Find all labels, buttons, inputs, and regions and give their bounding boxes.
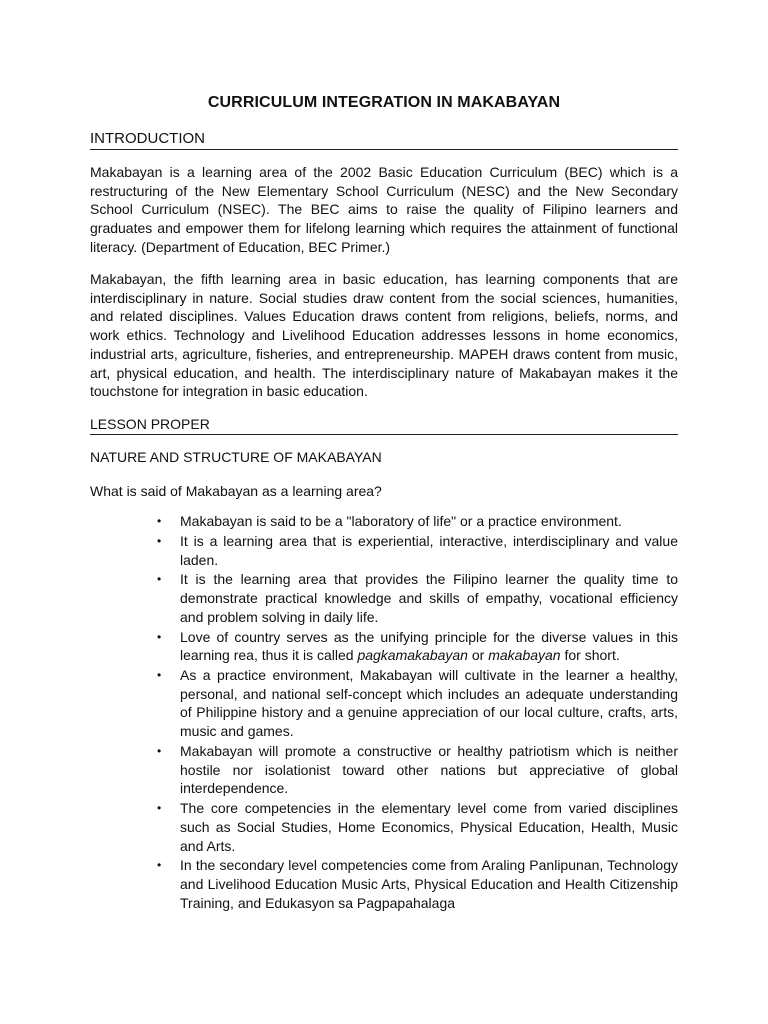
bullet-emphasis: makabayan [488,647,561,664]
list-item [157,742,678,798]
bullet-text: The core competencies in the elementary level come from varied disciplines such as Social Studies, Home Economics, Physical Education, Health, Music and Arts. [180,800,678,854]
document-title: CURRICULUM INTEGRATION IN MAKABAYAN [207,94,561,111]
bullet-text: Makabayan will promote a constructive or healthy patriotism which is neither hostile nor isolationist toward other nations but appreciative of global interdependence. [180,742,678,797]
bullet-text-part: Love of country serves as the unifying principle for the diverse values in this learning rea, thus it is called [180,628,678,664]
list-item [157,666,678,741]
bullet-text-part: or [467,647,489,664]
bullet-text: As a practice environment, Makabayan will cultivate in the learner a healthy, personal, and national self-concept which includes an adequate understanding of Philippine history and a genuine appreciation of our local culture, crafts, arts, music and games. [180,667,678,740]
bullet-icon: • [157,572,162,587]
bullet-text: It is a learning area that is experiential, interactive, interdisciplinary and value laden. [180,532,678,568]
makabayan-bullet-list [157,512,678,914]
bullet-text-part: for short. [560,647,620,664]
intro-paragraph-1: Makabayan is a learning area of the 2002 Basic Education Curriculum (BEC) which is a restructuring of the New Elementary School Curriculum (NESC) and the New Secondary School Curriculum (NSEC). The BEC aims to raise the quality of Filipino learners and graduates and empower them for lifelong learning which requires the attainment of functional literacy. (Department of Education, BEC Primer.) [90,164,678,255]
lesson-proper-heading: LESSON PROPER [90,415,678,435]
list-item [157,799,678,855]
bullet-icon: • [157,743,162,758]
learning-area-question: What is said of Makabayan as a learning area? [90,483,382,499]
list-item [157,856,678,912]
bullet-icon: • [157,514,162,528]
bullet-icon: • [157,801,162,816]
bullet-text: It is the learning area that provides the Filipino learner the quality time to demonstrate practical knowledge and skills of empathy, vocational efficiency and problem solving in daily life. [180,571,678,625]
list-item [157,628,678,665]
list-item [157,512,678,531]
nature-structure-subheading: NATURE AND STRUCTURE OF MAKABAYAN [90,449,382,465]
bullet-text: In the secondary level competencies come from Araling Panlipunan, Technology and Livelihood Education Music Arts, Physical Education and Health Citizenship Training, and Edukasyon sa Pagpapahalaga [180,857,678,911]
bullet-icon: • [157,858,162,873]
bullet-icon: • [157,629,162,644]
list-item [157,532,678,569]
bullet-text: Makabayan is said to be a "laboratory of life" or a practice environment. [180,513,622,529]
bullet-icon: • [157,533,162,548]
intro-paragraph-2: Makabayan, the fifth learning area in basic education, has learning components that are interdisciplinary in nature. Social studies draw content from the social sciences, humanities, and related disciplines. Values Education draws content from religions, beliefs, norms, and work ethics. Technology and Livelihood Education addresses lessons in home economics, industrial arts, agriculture, fisheries, and entrepreneurship. MAPEH draws content from music, art, physical education, and health. The interdisciplinary nature of Makabayan makes it the touchstone for integration in basic education. [90,271,678,400]
bullet-icon: • [157,668,162,682]
introduction-heading: INTRODUCTION [90,129,678,150]
list-item [157,570,678,626]
bullet-emphasis: pagkamakabayan [357,647,468,664]
